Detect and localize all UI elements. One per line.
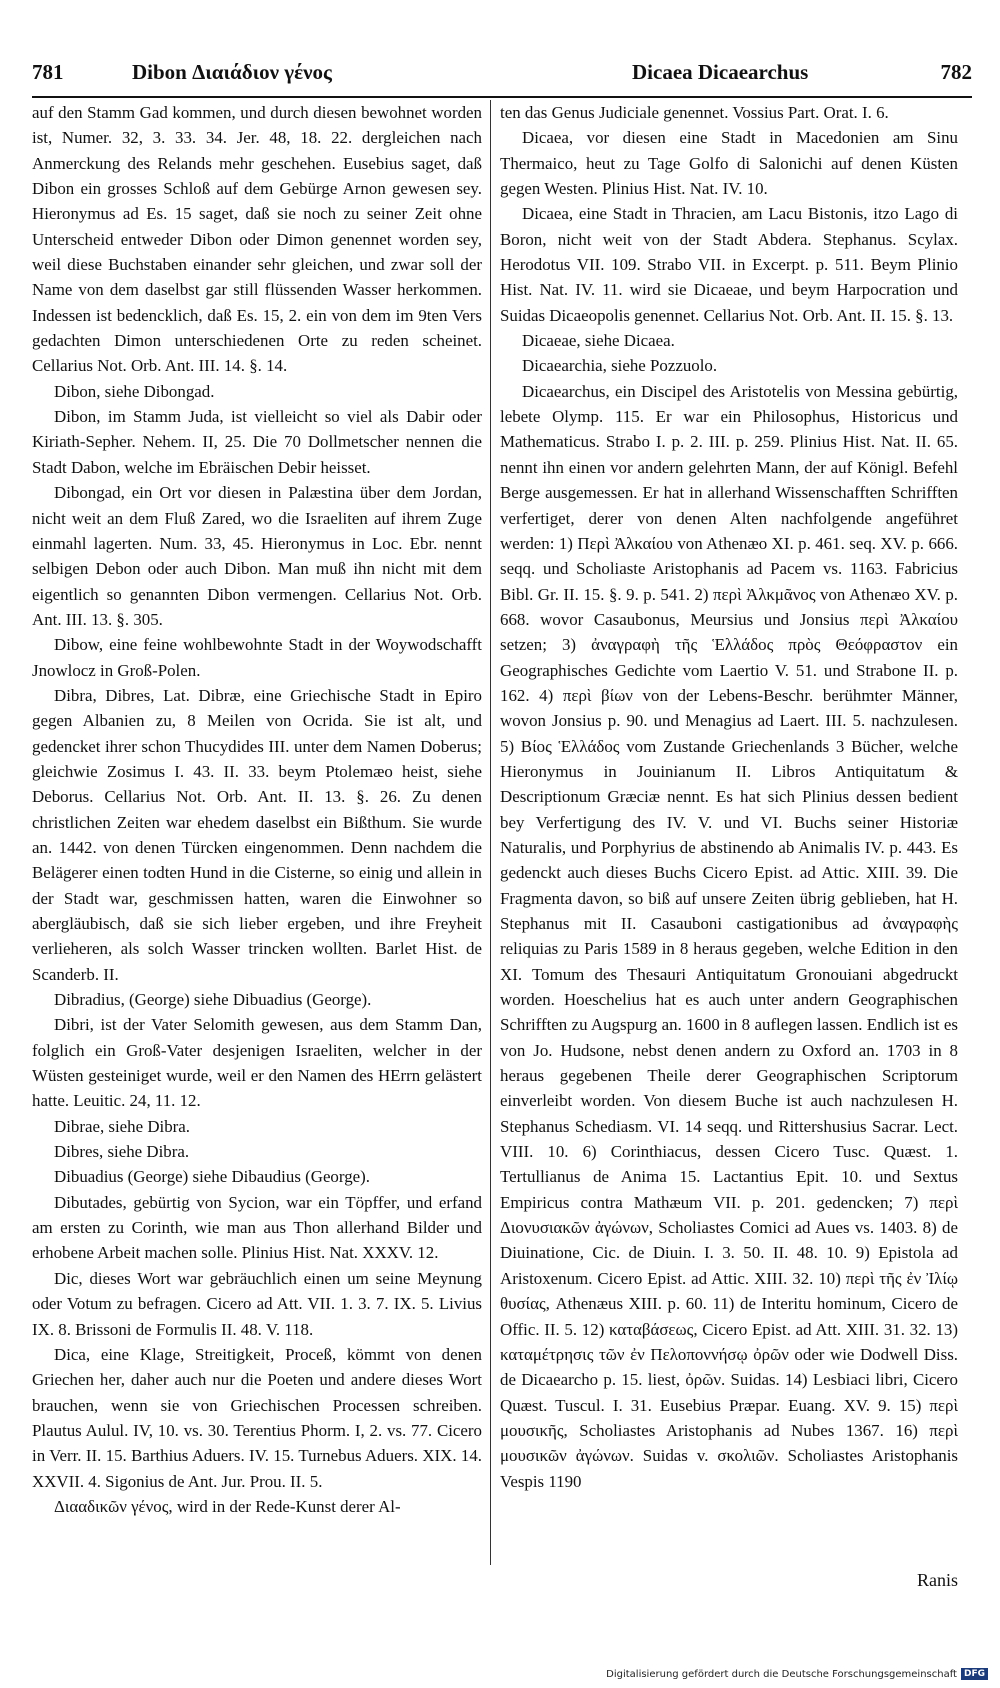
entry-paragraph: Dibres, siehe Dibra.: [54, 1142, 190, 1162]
footer: [606, 1668, 988, 1680]
entry-paragraph: Dibutades, gebürtig von Sycion, war ein Töpffer, und erfand am ersten zu Corinth, wie man aus Thon allerhand Bilder und erhobene Arbeit machen solle. Plinius Hist. Nat. XXXV. 12.: [32, 1192, 482, 1263]
entry-paragraph: Dicaea, vor diesen eine Stadt in Macedonien am Sinu Thermaico, heut zu Tage Golfo di Salonichi auf denen Küsten gegen Westen. Plinius Hist. Nat. IV. 10.: [500, 128, 958, 199]
entry-paragraph: Dicaearchus, ein Discipel des Aristotelis von Messina gebürtig, lebete Olymp. 115. Er war ein Philosophus, Historicus und Mathematicus. Strabo I. p. 2. III. p. 259. Plinius Hist. Nat. II. 65. nennt ihn einen vor andern gelehrten Mann, der auf Königl. Befehl Berge ausgemessen. Er hat in allerhand Wissenschafften Schrifften verfertiget, derer von denen Alten nachfolgende angeführet werden: 1) Περὶ Ἀλκαίου von Athenæo XI. p. 461. seq. XV. p. 666. seqq. und Scholiaste Aristophanis ad Pacem vs. 1163. Fabricius Bibl. Gr. II. 15. §. 9. p. 541. 2) περὶ Ἀλκμᾶνος von Athenæo XV. p. 668. wovor Casaubonus, Meursius und Jonsius περὶ Ἀλκαίου setzen; 3) ἀναγραφὴ τῆς Ἑλλάδος πρὸς Θεόφραστον ein Geographisches Gedichte vom Laertio V. 51. und Strabone II. p. 162. 4) περὶ βίων von der Lebens-Beschr. berühmter Männer, wovon Jonsius p. 90. und Menagius ad Laert. III. 5. nachzulesen. 5) Βίος Ἑλλάδος vom Zustande Griechenlands 3 Bücher, welche Hieronymus in Jouinianum II. Libros Antiquitatum & Descriptionum Græciæ nennt. Es hat sich Plinius dessen bedient bey Verfertigung des IV. V. und VI. Buchs seiner Historiæ Naturalis, und Porphyrius de abstinendo ab Animalis IV. p. 443. Es gedenckt auch dieses Buchs Cicero Epist. ad Attic. XIII. 39. Die Fragmenta davon, so biß auf unsere Zeiten übrig geblieben, hat H. Stephanus mit II. Casauboni castigationibus ad ἀναγραφὴς reliquias zu Paris 1589 in 8 heraus gegeben, welche Edition in den XI. Tomum des Thesauri Antiquitatum Gronouiani abgedruckt worden. Hoeschelius hat es auch unter andern Geographischen Schrifften zu Augspurg an. 1600 in 8 auflegen lassen. Endlich ist es von Jo. Hudsone, nebst denen andern zu Oxford an. 1703 in 8 heraus gegebenen Theile derer Geographischen Scriptorum einverleibt worden. Von diesem Buche ist auch nachzulesen H. Stephanus Schediasm. VI. 14 seqq. und Rittershusius Sacrar. Lect. VIII. 10. 6) Corinthiacus, dessen Cicero Tusc. Quæst. 1. Tertullianus de Anima 15. Lactantius Epit. 10. und Sextus Empiricus contra Mathæum VII. p. 201. gedencken; 7) περὶ Διονυσιακῶν ἀγώνων, Scholiastes Comici ad Aues vs. 1403. 8) de Diuinatione, Cic. de Diuin. I. 3. 50. II. 48. 10. 9) Epistola ad Aristoxenum. Cicero Epist. ad Attic. XIII. 32. 10) περὶ τῆς ἐν Ἰλίῳ θυσίας, Athenæus XIII. p. 60. 11) de Interitu hominum, Cicero de Offic. II. 5. 12) καταβάσεως, Cicero Epist. ad Att. XIII. 31. 32. 13) καταμέτρησις τῶν ἐν Πελοποννήσῳ ὀρῶν oder wie Dodwell Diss. de Dicaearcho p. 15. liest, ὀρῶν. Suidas. 14) Lesbiaci libri, Cicero Quæst. Tuscul. I. 31. Eusebius Præpar. Euang. XV. 9. 15) περὶ μουσικῆς, Scholiastes Aristophanis ad Nubes 1367. 16) περὶ μουσικῶν ἀγώνων. Suidas v. σκολιῶν. Scholiastes Aristophanis Vespis 1190: [500, 381, 958, 1491]
dfg-logo: DFG: [961, 1668, 988, 1680]
footer-text: Digitalisierung gefördert durch die Deutsche Forschungsgemeinschaft: [606, 1668, 957, 1680]
entry-paragraph: auf den Stamm Gad kommen, und durch diesen bewohnet worden ist, Numer. 32, 3. 33. 34. Jer. 48, 18. 22. dergleichen nach Anmerckung des Relands mehr geschehen. Eusebius saget, daß Dibon ein grosses Schloß auf dem Gebürge Arnon gewesen sey. Hieronymus ad Es. 15 saget, daß sie noch zu seiner Zeit ohne Unterscheid entweder Dibon oder Dimon genennet worden sey, weil diese Buchstaben einander sehr gleichen, und zwar soll der Name von dem daselbst gar still flüssenden Wasser herkommen. Indessen ist bedencklich, daß Es. 15, 2. ein von dem im 9ten Vers gedachten Dimon unterschiedenen Orte zu reden scheinet. Cellarius Not. Orb. Ant. III. 14. §. 14.: [32, 103, 482, 376]
entry-paragraph: Dicaearchia, siehe Pozzuolo.: [522, 356, 718, 376]
page-header: [32, 60, 972, 94]
right-page-number: 782: [940, 60, 972, 84]
entry-paragraph: Dibon, siehe Dibongad.: [54, 381, 215, 401]
entry-paragraph: Dibongad, ein Ort vor diesen in Palæstina über dem Jordan, nicht weit an dem Fluß Zared, wo die Israeliten auf ihrem Zuge einmahl lagerten. Num. 33, 45. Hieronymus in Loc. Ebr. nennt selbigen Debon oder auch Dibon. Man muß ihn nicht mit dem eigentlich so genannten Dibon vermengen. Cellarius Not. Orb. Ant. III. 13. §. 305.: [32, 483, 482, 629]
entry-paragraph: Dibuadius (George) siehe Dibaudius (George).: [54, 1167, 370, 1187]
left-page-number: 781: [32, 60, 64, 84]
entry-paragraph: Dibradius, (George) siehe Dibuadius (George).: [54, 990, 372, 1010]
entry-paragraph: Dicaeae, siehe Dicaea.: [522, 331, 675, 351]
entry-paragraph: ten das Genus Judiciale genennet. Vossius Part. Orat. I. 6.: [500, 103, 889, 122]
right-column: [500, 100, 958, 1494]
right-running-title: Dicaea Dicaearchus: [632, 60, 809, 84]
entry-paragraph: Dica, eine Klage, Streitigkeit, Proceß, kömmt von denen Griechen her, daher auch nur die Poeten und andere dieses Wort brauchen, wenn sie von Griechischen Processen schreiben. Plautus Aulul. IV, 10. vs. 30. Terentius Phorm. I, 2. vs. 77. Cicero in Verr. II. 15. Barthius Aduers. IV. 15. Turnebus Aduers. XIX. 14. XXVII. 4. Sigonius de Ant. Jur. Prou. II. 5.: [32, 1344, 482, 1491]
left-column: [32, 100, 482, 1519]
entry-paragraph: Dibri, ist der Vater Selomith gewesen, aus dem Stamm Dan, folglich ein Groß-Vater desjenigen Israeliten, welcher in der Wüsten gesteiniget wurde, weil er den Namen des HErrn gelästert hatte. Leuitic. 24, 11. 12.: [32, 1015, 482, 1111]
entry-paragraph: Dicaea, eine Stadt in Thracien, am Lacu Bistonis, itzo Lago di Boron, nicht weit von der Stadt Abdera. Stephanus. Scylax. Herodotus VII. 109. Strabo VII. in Excerpt. p. 511. Beym Plinio Hist. Nat. IV. 11. wird sie Dicaeae, und beym Harpocration und Suidas Dicaeopolis genennet. Cellarius Not. Orb. Ant. II. 15. §. 13.: [500, 204, 958, 325]
entry-paragraph: Dibrae, siehe Dibra.: [54, 1116, 191, 1136]
entry-paragraph: Dibon, im Stamm Juda, ist vielleicht so viel als Dabir oder Kiriath-Sepher. Nehem. II, 25. Die 70 Dollmetscher nennen die Stadt Dabon, welche im Ebräischen Debir heisset.: [32, 407, 482, 477]
entry-paragraph: Dibra, Dibres, Lat. Dibræ, eine Griechische Stadt in Epiro gegen Albanien zu, 8 Meilen von Ocrida. Sie ist alt, und gedencket ihrer schon Thucydides III. unter dem Namen Doberus; gleichwie Zosimus I. 43. II. 33. beym Ptolemæo heist, siehe Deborus. Cellarius Not. Orb. Ant. II. 13. §. 26. Zu denen christlichen Zeiten war ehedem daselbst ein Bißthum. Sie wurde an. 1442. von denen Türcken eingenommen. Denn nachdem die Belägerer einen todten Hund in die Cisterne, so einig und allein in der Stadt war, geschmissen hatten, waren die Einwohner so abergläubisch, daß sie sich lieber ergeben, und ihre Freyheit verlieheren, als solch Wasser trincken wollten. Barlet Hist. de Scanderb. II.: [32, 685, 482, 984]
catchword: Ranis: [916, 1570, 958, 1590]
header-rule: [32, 96, 972, 98]
entry-paragraph: Dic, dieses Wort war gebräuchlich einen um seine Meynung oder Votum zu befragen. Cicero ad Att. VII. 1. 3. 7. IX. 5. Livius IX. 8. Brissoni de Formulis II. 48. V. 118.: [32, 1268, 482, 1339]
entry-paragraph: Dibow, eine feine wohlbewohnte Stadt in der Woywodschafft Jnowlocz in Groß-Polen.: [32, 635, 482, 680]
left-running-title: Dibon Διαιάδιον γένος: [132, 60, 332, 84]
column-divider: [490, 100, 491, 1565]
entry-paragraph: Διααδικῶν γένος, wird in der Rede-Kunst derer Al-: [54, 1496, 401, 1516]
